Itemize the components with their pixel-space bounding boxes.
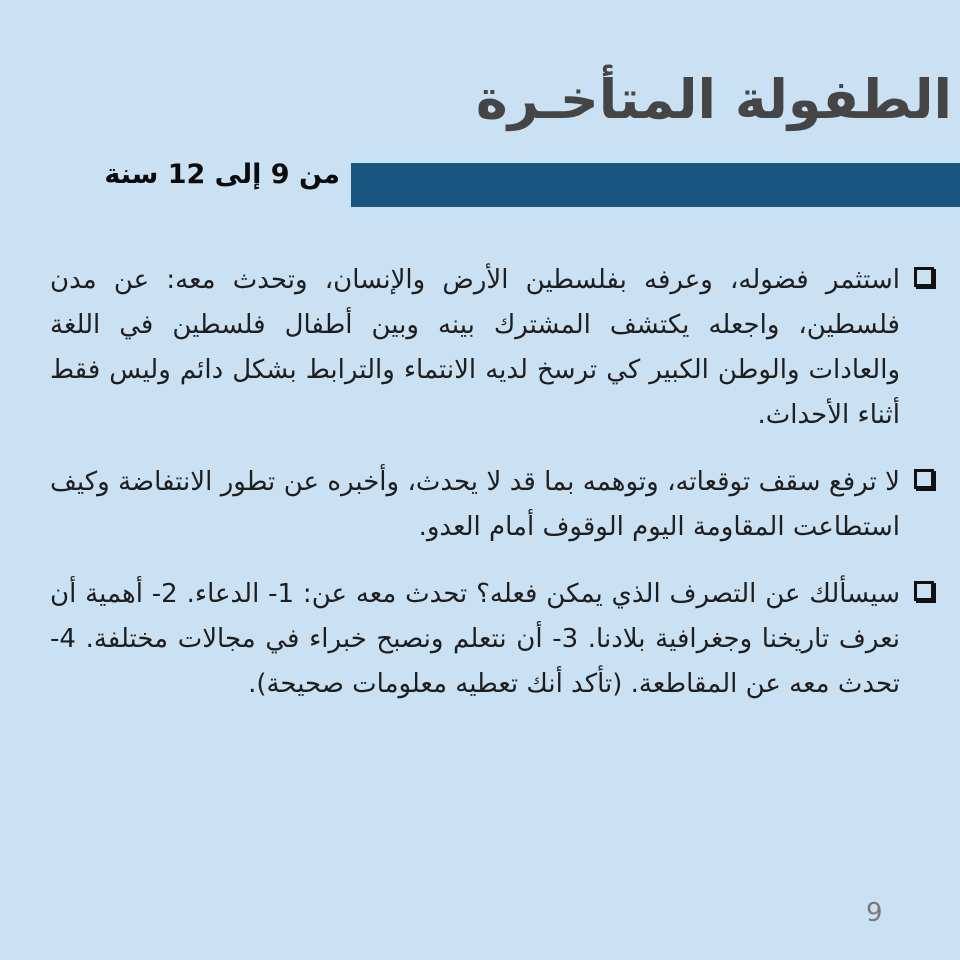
- bullet-item: [50, 572, 948, 707]
- bullet-item: [50, 258, 948, 438]
- accent-bar: [351, 163, 960, 207]
- bullet-list: [50, 258, 948, 729]
- subtitle-row: [0, 160, 960, 208]
- age-range-subtitle: من 9 إلى 12 سنة: [104, 159, 340, 190]
- page-title: الطفولة المتأخـرة: [475, 68, 952, 131]
- bullet-text: سيسألك عن التصرف الذي يمكن فعله؟ تحدث معه عن: 1- الدعاء. 2- أهمية أن نعرف تاريخنا وجغرافية بلادنا. 3- أن نتعلم ونصبح خبراء في مجالات مختلفة. 4- تحدث معه عن المقاطعة. (تأكد أنك تعطيه معلومات صحيحة).: [50, 579, 901, 699]
- checkbox-square-icon: [914, 469, 934, 489]
- checkbox-square-icon: [914, 267, 934, 287]
- bullet-text: لا ترفع سقف توقعاته، وتوهمه بما قد لا يحدث، وأخبره عن تطور الانتفاضة وكيف استطاعت المقاومة اليوم الوقوف أمام العدو.: [50, 467, 900, 542]
- bullet-item: [50, 460, 948, 550]
- checkbox-square-icon: [914, 581, 934, 601]
- page-number: 9: [866, 898, 883, 928]
- bullet-text: استثمر فضوله، وعرفه بفلسطين الأرض والإنسان، وتحدث معه: عن مدن فلسطين، واجعله يكتشف المشترك بينه وبين أطفال فلسطين في اللغة والعادات والوطن الكبير كي ترسخ لديه الانتماء والترابط بشكل دائم وليس فقط أثناء الأحداث.: [50, 265, 900, 430]
